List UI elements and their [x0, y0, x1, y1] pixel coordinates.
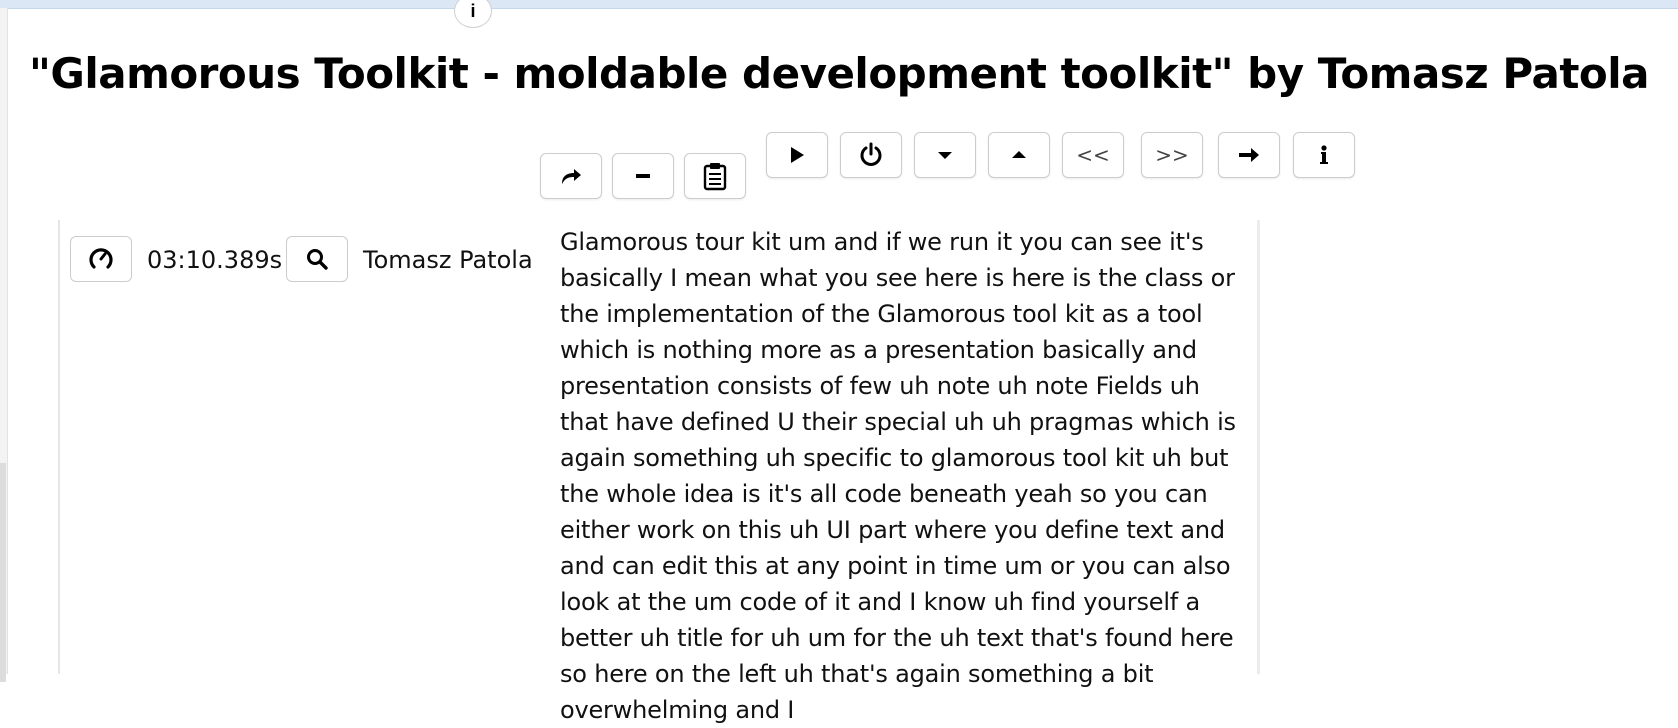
- replay-segment-button[interactable]: [70, 236, 132, 282]
- share-button[interactable]: [540, 153, 602, 199]
- power-icon: [858, 142, 884, 168]
- clipboard-icon: [702, 161, 728, 191]
- page-title: "Glamorous Toolkit - moldable development toolkit" by Tomasz Patola: [28, 49, 1650, 98]
- power-button[interactable]: [840, 132, 902, 178]
- down-button[interactable]: [914, 132, 976, 178]
- minus-button[interactable]: [612, 153, 674, 199]
- info-icon: i: [470, 0, 476, 21]
- segment-timestamp: 03:10.389s: [147, 246, 283, 274]
- search-icon: [305, 247, 329, 271]
- clipboard-button[interactable]: [684, 153, 746, 199]
- page-scrollbar[interactable]: [0, 8, 8, 674]
- up-button[interactable]: [988, 132, 1050, 178]
- segment-transcript-text: Glamorous tour kit um and if we run it you can see it's basically I mean what you see here is here is the class or the implementation of the Glamorous tool kit as a tool which is nothing more as a presentation basically and presentation consists of few uh note uh note Fields uh that have defined U their special uh uh pragmas which is again something uh specific to glamorous tool kit uh but the whole idea is it's all code beneath yeah so you can either work on this uh UI part where you define text and and can edit this at any point in time um or you can also look at the um code of it and I know uh find yourself a better uh title for uh um for the uh text that's found here so here on the left uh that's again something a bit overwhelming and I: [560, 228, 1236, 724]
- next-button[interactable]: [1141, 132, 1203, 178]
- page-scrollbar-thumb[interactable]: [0, 463, 6, 682]
- minus-icon: [633, 166, 653, 186]
- previous-button[interactable]: [1062, 132, 1124, 178]
- segment-speaker: Tomasz Patola: [363, 246, 533, 274]
- caret-down-icon: [936, 149, 954, 161]
- search-segment-button[interactable]: [286, 236, 348, 282]
- forward-button[interactable]: [1218, 132, 1280, 178]
- share-icon: [559, 165, 583, 187]
- replay-icon: [87, 245, 115, 273]
- info-icon: [1318, 144, 1330, 166]
- previous-label: <<: [1076, 143, 1110, 167]
- arrow-right-icon: [1237, 145, 1261, 165]
- play-icon: [788, 145, 806, 165]
- next-label: >>: [1155, 143, 1189, 167]
- caret-up-icon: [1010, 149, 1028, 161]
- info-button[interactable]: [1293, 132, 1355, 178]
- play-button[interactable]: [766, 132, 828, 178]
- window-top-strip: [0, 0, 1678, 9]
- info-tab[interactable]: [454, 0, 492, 28]
